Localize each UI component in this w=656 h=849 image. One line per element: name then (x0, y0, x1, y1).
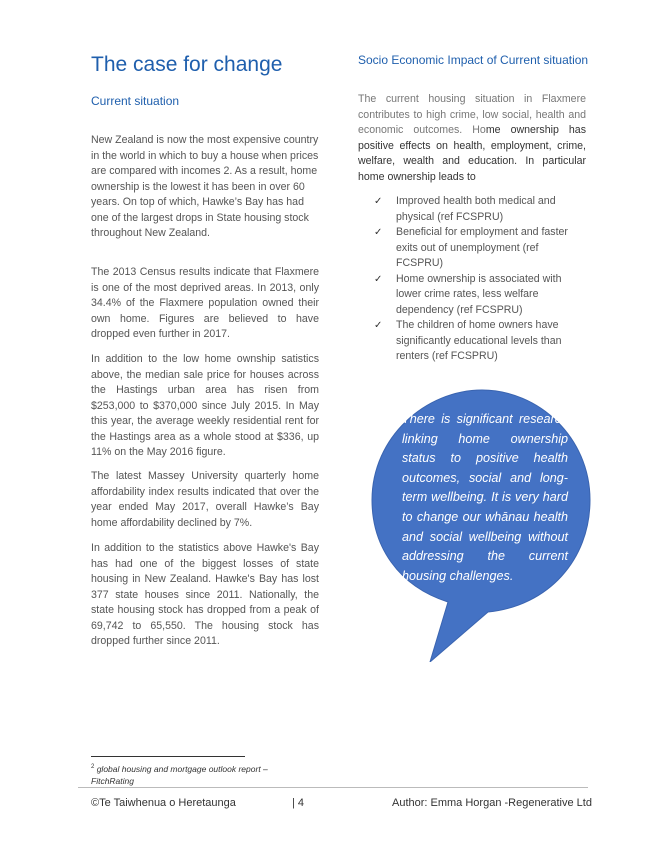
state-housing-paragraph: In addition to the statistics above Hawke's Bay has had one of the biggest losses of state housing in New Zealand. Hawke's Bay has lost 377 state houses since 2011. Nationally, the state housing stock has dropped from a peak of 69,742 to 65,550. The housing stock has dropped further since 2011. (91, 542, 319, 647)
intro-text-dark: me ownership has positive effects on health, employment, crime, welfare, wealth and education. In particular home ownership leads to (358, 124, 586, 183)
footnote (91, 761, 291, 787)
socio-economic-intro (358, 92, 586, 185)
footer-author: Author: Emma Horgan -Regenerative Ltd (392, 797, 592, 809)
benefit-text: Home ownership is associated with lower crime rates, less welfare dependency (ref FCSPRU) (396, 272, 562, 316)
benefit-text: The children of home owners have significantly educational levels than renters (ref FCSPRU) (396, 319, 562, 362)
benefit-text: Beneficial for employment and faster exits out of unemployment (ref FCSPRU) (396, 226, 568, 269)
footer-organisation: ©Te Taiwhenua o Heretaunga (91, 797, 236, 809)
list-item (372, 272, 586, 319)
list-item (372, 194, 586, 225)
page-title: The case for change (91, 53, 283, 76)
footer-page-number: | 4 (292, 797, 305, 809)
list-item (372, 225, 586, 272)
intro-text-light: The current housing situation in Flaxmere contributes to high crime, low social, health and economic outcomes. Ho (358, 93, 586, 136)
checkmark-icon: ✓ (374, 196, 383, 207)
census-paragraph: The 2013 Census results indicate that Flaxmere is one of the most deprived areas. In 2013, only 34.4% of the Flaxmere population owned their own home. Figures are believed to have dropped even further in 2017. (91, 266, 319, 340)
benefit-text: Improved health both medical and physical (ref FCSPRU) (396, 195, 556, 223)
benefits-list (372, 194, 586, 365)
median-price-paragraph: In addition to the low home ownship satistics above, the median sale price for houses across the Hastings urban area has risen from $253,000 to $370,000 since July 2015. In May this year, the average weekly residential rent for the Hastings area as a whole stood at $336, up 11% on the May 2016 figure. (91, 353, 319, 458)
footnote-divider (91, 756, 245, 757)
callout-text: There is significant research linking home ownership status to positive health outcomes, social and long-term wellbeing. It is very hard to change our whānau health and social wellbeing without addressing the current housing challenges. (402, 412, 568, 583)
footer-divider (78, 787, 588, 788)
current-situation-heading: Current situation (91, 94, 180, 108)
socio-economic-heading: Socio Economic Impact of Current situation (358, 53, 589, 67)
list-item (372, 318, 586, 365)
footnote-text: global housing and mortgage outlook report – FitchRating (91, 763, 268, 786)
checkmark-icon: ✓ (374, 227, 383, 238)
checkmark-icon: ✓ (374, 273, 383, 285)
nz-housing-paragraph: New Zealand is now the most expensive country in the world in which to buy a house when prices are compared with incomes 2. As a result, home ownership is the lowest it has been in over 60 years. On top of which, Hawke’s Bay has had one of the largest drops in State housing stock throughout New Zealand. (91, 134, 319, 239)
checkmark-icon: ✓ (374, 320, 383, 331)
affordability-paragraph: The latest Massey University quarterly home affordability index results indicated that over the year ended May 2017, overall Hawke’s Bay home affordability declined by 7%. (91, 470, 319, 529)
footnote-number: 2 (91, 764, 95, 770)
